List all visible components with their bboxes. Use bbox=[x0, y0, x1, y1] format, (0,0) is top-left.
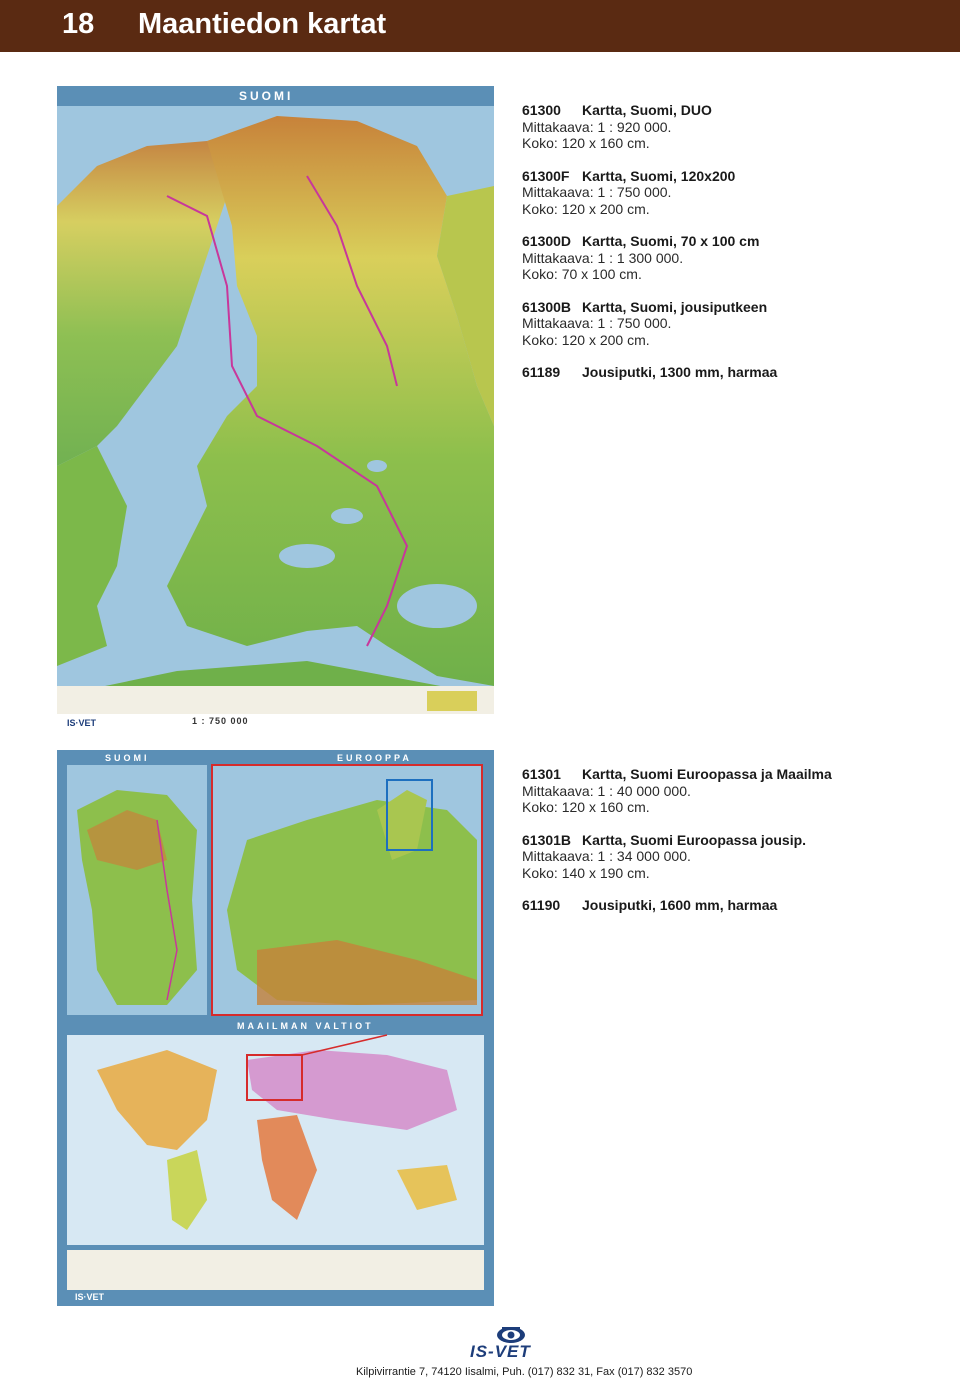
product-scale: Mittakaava: 1 : 750 000. bbox=[522, 184, 672, 200]
product-entry bbox=[522, 766, 832, 816]
map1-logo-mark: IS·VET bbox=[67, 718, 97, 728]
page-header bbox=[0, 0, 960, 52]
page-number: 18 bbox=[62, 8, 95, 40]
map2-europe-label: EUROOPPA bbox=[337, 753, 412, 763]
map1-title-label: SUOMI bbox=[239, 89, 294, 103]
product-code: 61300B bbox=[522, 298, 572, 315]
finland-map-image bbox=[57, 86, 494, 729]
product-code: 61300F bbox=[522, 167, 570, 184]
product-entry bbox=[522, 832, 832, 882]
product-title: Kartta, Suomi, jousiputkeen bbox=[582, 298, 768, 315]
product-title: Kartta, Suomi, DUO bbox=[582, 102, 712, 118]
eye-icon bbox=[508, 1332, 515, 1339]
product-entry bbox=[522, 168, 777, 218]
product-title: Kartta, Suomi, 70 x 100 cm bbox=[582, 233, 760, 249]
page-title: Maantiedon kartat bbox=[138, 8, 387, 40]
footer-address: Kilpivirrantie 7, 74120 Iisalmi, Puh. (017) 832 31, Fax (017) 832 3570 bbox=[356, 1366, 693, 1378]
product-title: Kartta, Suomi, 120x200 bbox=[582, 167, 736, 184]
product-size: Koko: 140 x 190 cm. bbox=[522, 864, 650, 881]
product-title: Kartta, Suomi Euroopassa jousip. bbox=[582, 831, 807, 848]
product-code: 61300 bbox=[522, 102, 561, 118]
product-code: 61300D bbox=[522, 233, 572, 249]
isvet-logo bbox=[466, 1326, 556, 1360]
product-code: 61190 bbox=[522, 897, 561, 913]
product-size: Koko: 120 x 160 cm. bbox=[522, 799, 650, 815]
product-entry bbox=[522, 233, 777, 283]
product-code: 61301B bbox=[522, 831, 572, 848]
map2-finland-label: SUOMI bbox=[105, 753, 150, 763]
product-scale: Mittakaava: 1 : 1 300 000. bbox=[522, 249, 684, 266]
product-code: 61301 bbox=[522, 766, 561, 782]
product-entry bbox=[522, 299, 777, 349]
product-scale: Mittakaava: 1 : 34 000 000. bbox=[522, 848, 691, 864]
product-scale: Mittakaava: 1 : 750 000. bbox=[522, 315, 672, 331]
map2-world-label: MAAILMAN VALTIOT bbox=[237, 1021, 374, 1031]
logo-text: IS-VET bbox=[470, 1342, 531, 1361]
product-title: Kartta, Suomi Euroopassa ja Maailma bbox=[582, 766, 832, 782]
product-code: 61189 bbox=[522, 364, 561, 380]
product-size: Koko: 120 x 200 cm. bbox=[522, 200, 650, 217]
product-entry bbox=[522, 364, 777, 381]
product-scale: Mittakaava: 1 : 920 000. bbox=[522, 118, 672, 135]
product-size: Koko: 120 x 160 cm. bbox=[522, 135, 650, 151]
product-entry bbox=[522, 102, 777, 152]
product-entry bbox=[522, 897, 832, 914]
product-size: Koko: 70 x 100 cm. bbox=[522, 266, 642, 282]
map2-logo-mark: IS·VET bbox=[75, 1292, 105, 1302]
map1-scale-label: 1 : 750 000 bbox=[192, 716, 249, 726]
product-scale: Mittakaava: 1 : 40 000 000. bbox=[522, 782, 691, 799]
europe-world-map-image bbox=[57, 750, 494, 1306]
product-list-bottom bbox=[522, 766, 832, 930]
product-size: Koko: 120 x 200 cm. bbox=[522, 331, 650, 348]
product-title: Jousiputki, 1600 mm, harmaa bbox=[582, 897, 778, 913]
product-list-top bbox=[522, 102, 777, 397]
product-title: Jousiputki, 1300 mm, harmaa bbox=[582, 364, 778, 380]
